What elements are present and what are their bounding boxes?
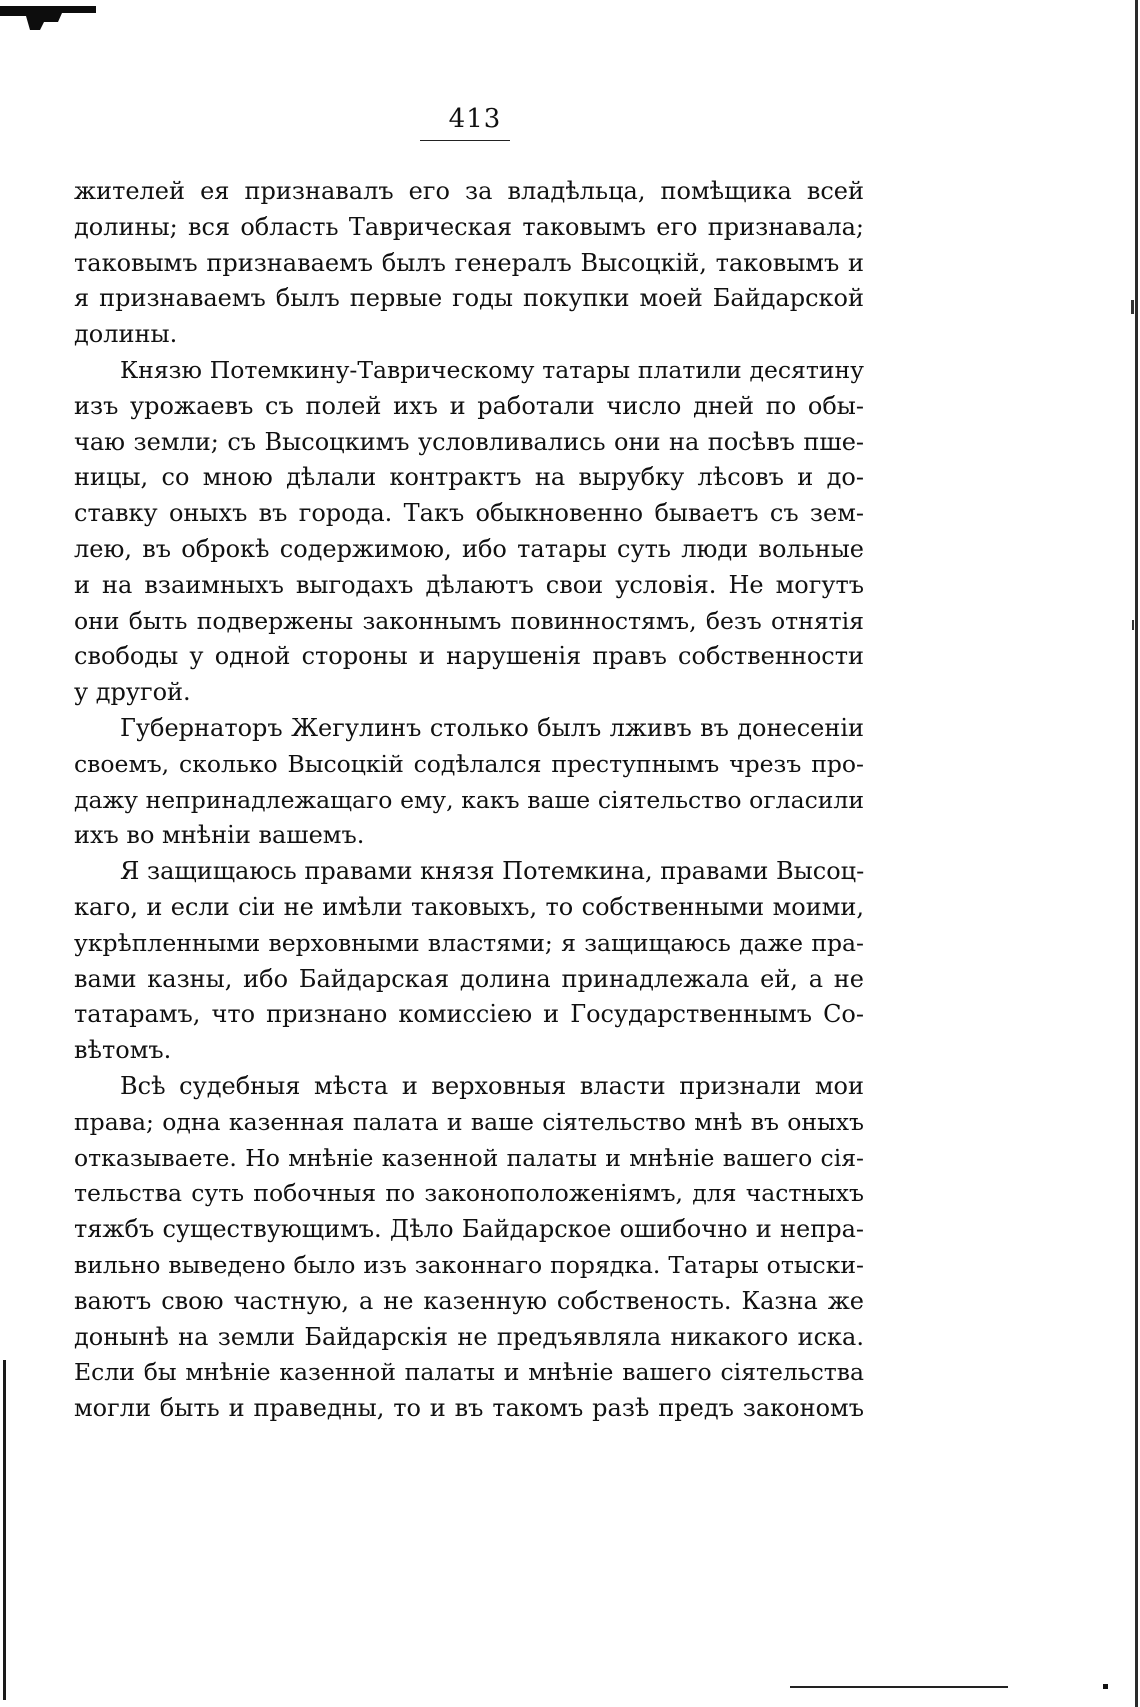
text-line: ихъ во мнѣніи вашемъ. (74, 821, 365, 850)
text-line: долины. (74, 320, 178, 349)
body-text (74, 174, 864, 1427)
text-line: тельства суть побочныя по законоположеніямъ, для частныхъ (74, 1179, 864, 1208)
text-line: Если бы мнѣніе казенной палаты и мнѣніе вашего сіятельства (74, 1358, 864, 1387)
text-line: могли быть и праведны, то и въ такомъ разѣ предъ закономъ (74, 1394, 864, 1423)
text-line: тяжбъ существующимъ. Дѣло Байдарское ошибочно и непра- (74, 1215, 864, 1244)
scan-right-edge (1126, 0, 1140, 1707)
text-line: ницы, со мною дѣлали контрактъ на вырубку лѣсовъ и до- (74, 463, 864, 492)
text-line: Я защищаюсь правами князя Потемкина, правами Высоц- (120, 857, 865, 886)
text-line: Князю Потемкину-Таврическому татары платили десятину (120, 355, 864, 384)
text-line: свободы у одной стороны и нарушенія правъ собственности (74, 642, 864, 671)
page-number-rule (420, 140, 510, 141)
text-line: права; одна казенная палата и ваше сіятельство мнѣ въ оныхъ (74, 1107, 864, 1136)
text-line: у другой. (74, 678, 191, 707)
text-line: вильно выведено было изъ законнаго порядка. Татары отыски- (74, 1250, 864, 1279)
text-line: ставку оныхъ въ города. Такъ обыкновенно бываетъ съ зем- (74, 499, 864, 528)
text-line: дажу непринадлежащаго ему, какъ ваше сіятельство огласили (74, 785, 864, 814)
text-line: укрѣпленными верховными властями; я защищаюсь даже пра- (74, 928, 864, 957)
text-line: татарамъ, что признано комиссіею и Государственнымъ Со- (74, 1000, 864, 1029)
text-line: Губернаторъ Жегулинъ столько былъ лживъ въ донесеніи (120, 713, 864, 742)
text-line: каго, и если сіи не имѣли таковыхъ, то собственными моими, (74, 892, 864, 921)
text-line: ваютъ свою частную, а не казенную собственость. Казна же (74, 1286, 864, 1315)
footer-rule (790, 1686, 1008, 1688)
footer-mark (1103, 1684, 1108, 1689)
page-number: 413 (448, 104, 502, 134)
text-line: отказываете. Но мнѣніе казенной палаты и мнѣніе вашего сія- (74, 1143, 864, 1172)
text-line: вами казны, ибо Байдарская долина принадлежала ей, а не (74, 964, 864, 993)
text-line: изъ урожаевъ съ полей ихъ и работали число дней по обы- (74, 391, 864, 420)
text-line: жителей ея признавалъ его за владѣльца, помѣщика всей (74, 177, 864, 205)
text-line: долины; вся область Таврическая таковымъ его признавала; (74, 212, 864, 241)
text-line: своемъ, сколько Высоцкій содѣлался преступнымъ чрезъ про- (74, 749, 864, 778)
scan-corner-mark (0, 0, 96, 30)
text-line: Всѣ судебныя мѣста и верховныя власти признали мои (120, 1071, 864, 1100)
text-line: донынѣ на земли Байдарскія не предъявляла никакого иска. (74, 1322, 864, 1351)
text-line: они быть подвержены законнымъ повинностямъ, безъ отнятія (74, 606, 864, 635)
text-line: чаю земли; съ Высоцкимъ условливались они на посѣвъ пше- (74, 427, 864, 456)
text-line: и на взаимныхъ выгодахъ дѣлаютъ свои условія. Не могутъ (74, 570, 864, 599)
scan-left-edge (0, 1360, 8, 1700)
text-line: лею, въ оброкѣ содержимою, ибо татары суть люди вольные (74, 534, 864, 563)
text-line: таковымъ признаваемъ былъ генералъ Высоцкій, таковымъ и (74, 248, 864, 277)
text-line: вѣтомъ. (74, 1036, 172, 1065)
text-line: я признаваемъ былъ первые годы покупки моей Байдарской (74, 284, 864, 313)
